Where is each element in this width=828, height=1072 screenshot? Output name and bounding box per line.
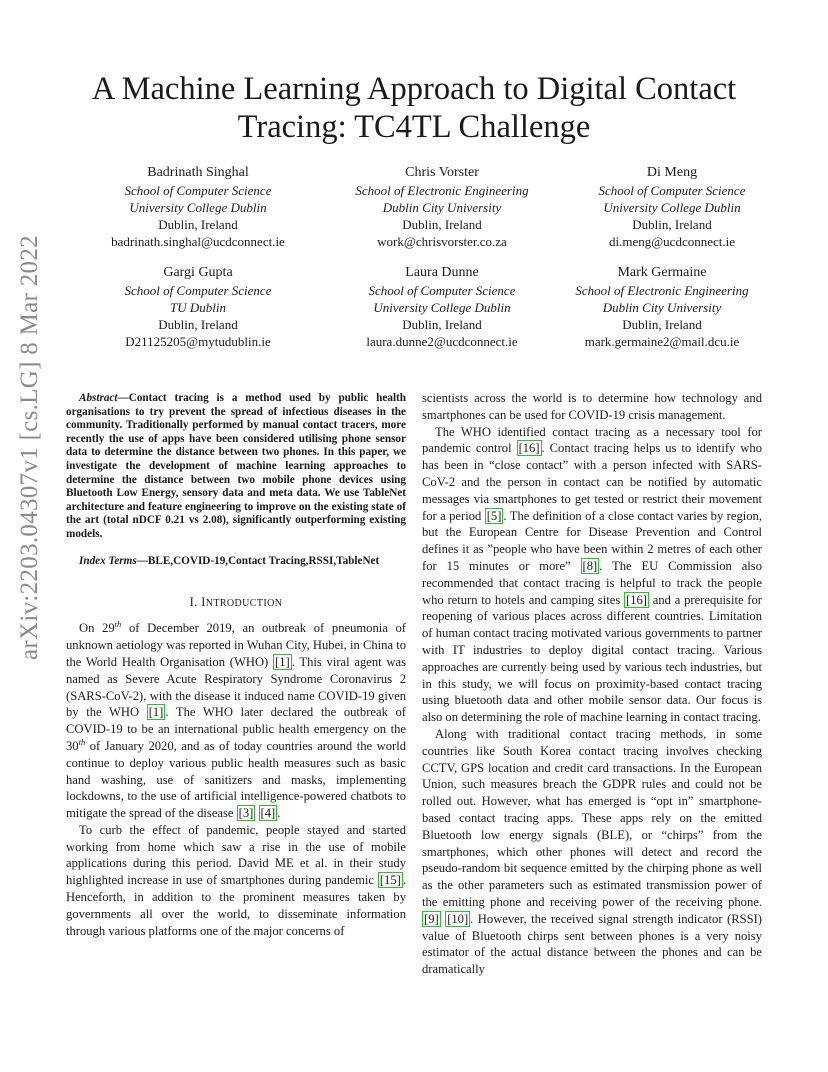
author-org: University College Dublin <box>603 200 741 215</box>
author-block <box>332 164 552 250</box>
author-org: Dublin City University <box>382 200 502 215</box>
author-name: Mark Germaine <box>617 265 707 280</box>
index-terms-lead: Index Terms <box>79 554 137 567</box>
author-name: Di Meng <box>646 165 698 180</box>
abstract-text: —Contact tracing is a method used by public health organisations to try prevent the spread of infectious diseases in the community. Traditionally performed by manual contact tracers, more recently the use of apps have been considered utilising phone sensor data to determine the distance between two phones. In this paper, we investigate the development of machine learning approaches to determine the distance between two mobile phone devices using Bluetooth Low Energy, sensory data and meta data. We use TableNet architecture and feature engineering to improve on the existing state of the art (total nDCF 0.21 vs 2.08), significantly outperforming existing models. <box>66 392 406 540</box>
author-city: Dublin, Ireland <box>402 217 482 232</box>
section-heading-introduction: I. INTRODUCTION <box>189 594 283 609</box>
paragraph: scientists across the world is to determine how technology and smartphones can be used for COVID-19 crisis management. <box>422 391 762 422</box>
author-name: Chris Vorster <box>405 165 479 180</box>
citation-link[interactable]: [5] <box>486 508 502 523</box>
author-email: D21125205@mytudublin.ie <box>125 334 271 349</box>
author-email: badrinath.singhal@ucdconnect.ie <box>111 234 285 249</box>
author-org: Dublin City University <box>602 300 722 315</box>
author-dept: School of Computer Science <box>368 283 516 298</box>
author-name: Gargi Gupta <box>163 265 233 280</box>
arxiv-identifier: arXiv:2203.04307v1 [cs.LG] 8 Mar 2022 <box>16 235 43 660</box>
abstract <box>66 392 406 542</box>
author-block <box>552 264 772 350</box>
left-column <box>66 392 406 939</box>
author-city: Dublin, Ireland <box>632 217 712 232</box>
author-email: mark.germaine2@mail.dcu.ie <box>584 334 740 349</box>
author-email: di.meng@ucdconnect.ie <box>608 234 736 249</box>
abstract-lead: Abstract <box>79 392 118 404</box>
index-terms <box>66 554 406 568</box>
author-city: Dublin, Ireland <box>622 317 702 332</box>
index-terms-text: —BLE,COVID-19,Contact Tracing,RSSI,TableNet <box>136 554 380 567</box>
author-email: work@chrisvorster.co.za <box>377 234 507 249</box>
author-name: Badrinath Singhal <box>147 165 249 180</box>
author-dept: School of Computer Science <box>598 183 746 198</box>
author-city: Dublin, Ireland <box>158 217 238 232</box>
author-dept: School of Computer Science <box>124 183 272 198</box>
author-org: TU Dublin <box>170 300 226 315</box>
right-column <box>422 390 762 978</box>
citation-link[interactable]: [15] <box>379 873 401 888</box>
citation-link[interactable]: [16] <box>518 441 540 456</box>
citation-link[interactable]: [3] <box>238 806 254 821</box>
author-block <box>88 264 308 350</box>
paragraph: To curb the effect of pandemic, people stayed and started working from home which saw a rise in the use of mobile applications during this period. David ME et al. in their study highlighted increase in use of smartphones during pandemic [15] . Henceforth, in addition to the prominent measures taken by governments all over the world, to disseminate information through various platforms one of the major concerns of <box>66 822 406 938</box>
paragraph: The WHO identified contact tracing as a necessary tool for pandemic control [16] . Contact tracing helps us to identify who has been in “close contact” with a person infected with SARS-CoV-2 and the person in contact can be notified by automatic messages via smartphones to get tested or restrict their movement for a period [5] . The definition of a close contact varies by region, but the European Centre for Disease Prevention and Control defines it as ”people who have been within 2 metres of each other for 15 minutes or more” [8] . The EU Commission also recommended that contact tracing is helpful to track the people who return to hotels and camping sites [16] and a prerequisite for reopening of various places across different countries. Limitation of human contact tracing motivated various governments to partner with IT industries to deploy digital contact tracing. Various approaches are currently being used by various tech industries, but in this study, we will focus on proximity-based contact tracing using bluetooth data and other mobile sensor data. Our focus is also on determining the role of machine learning in contact tracing. <box>422 424 762 725</box>
author-dept: School of Computer Science <box>124 283 272 298</box>
citation-link[interactable]: [9] <box>424 911 439 926</box>
author-city: Dublin, Ireland <box>158 317 238 332</box>
author-block <box>88 164 308 250</box>
author-name: Laura Dunne <box>405 265 479 280</box>
citation-link[interactable]: [8] <box>582 558 598 573</box>
author-dept: School of Electronic Engineering <box>355 183 529 198</box>
author-dept: School of Electronic Engineering <box>575 283 749 298</box>
citation-link[interactable]: [4] <box>260 806 276 821</box>
citation-link[interactable]: [10] <box>447 911 469 926</box>
author-block <box>332 264 552 350</box>
citation-link[interactable]: [1] <box>148 705 164 720</box>
paper-title: A Machine Learning Approach to Digital Contact Tracing: TC4TL Challenge <box>91 71 737 145</box>
author-org: University College Dublin <box>373 300 511 315</box>
author-org: University College Dublin <box>129 200 267 215</box>
author-city: Dublin, Ireland <box>402 317 482 332</box>
citation-link[interactable]: [16] <box>626 592 647 607</box>
citation-link[interactable]: [1] <box>275 654 290 669</box>
author-block <box>562 164 782 250</box>
paragraph: Along with traditional contact tracing methods, in some countries like South Korea contact tracing involves checking CCTV, GPS location and credit card transactions. In the European Union, such measures breach the GDPR rules and could not be rolled out. However, what has emerged is “opt in” smartphone-based contact tracing apps. These apps rely on the emitted Bluetooth low energy signals (BLE), or “chirps” from the smartphones, which other phones will detect and record the pseudo-random bit sequence emitted by the chirping phone as well as the other parameters such as estimated transmission power of the emitting phone and receiving power of the receiving phone. [9] [10] . However, the received signal strength indicator (RSSI) value of Bluetooth chirps sent between phones is a very noisy estimator of the actual distance between the phones and can be dramatically <box>422 726 762 977</box>
author-email: laura.dunne2@ucdconnect.ie <box>366 334 518 349</box>
paragraph: On 29th of December 2019, an outbreak of pneumonia of unknown aetiology was reported in Wuhan City, Hubei, in China to the World Health Organisation (WHO) [1] . This viral agent was named as Severe Acute Respiratory Syndrome Coronavirus 2 (SARS-CoV-2), with the disease it induced name COVID-19 given by the WHO [1] . The WHO later declared the outbreak of COVID-19 to be an international public health emergency on the 30th of January 2020, and as of today countries around the world continue to deploy various public health measures such as basic hand washing, use of sanitizers and masks, implementing lockdowns, to the use of artificial intelligence-powered chatbots to mitigate the spread of the disease [3] [4] . <box>66 619 407 821</box>
